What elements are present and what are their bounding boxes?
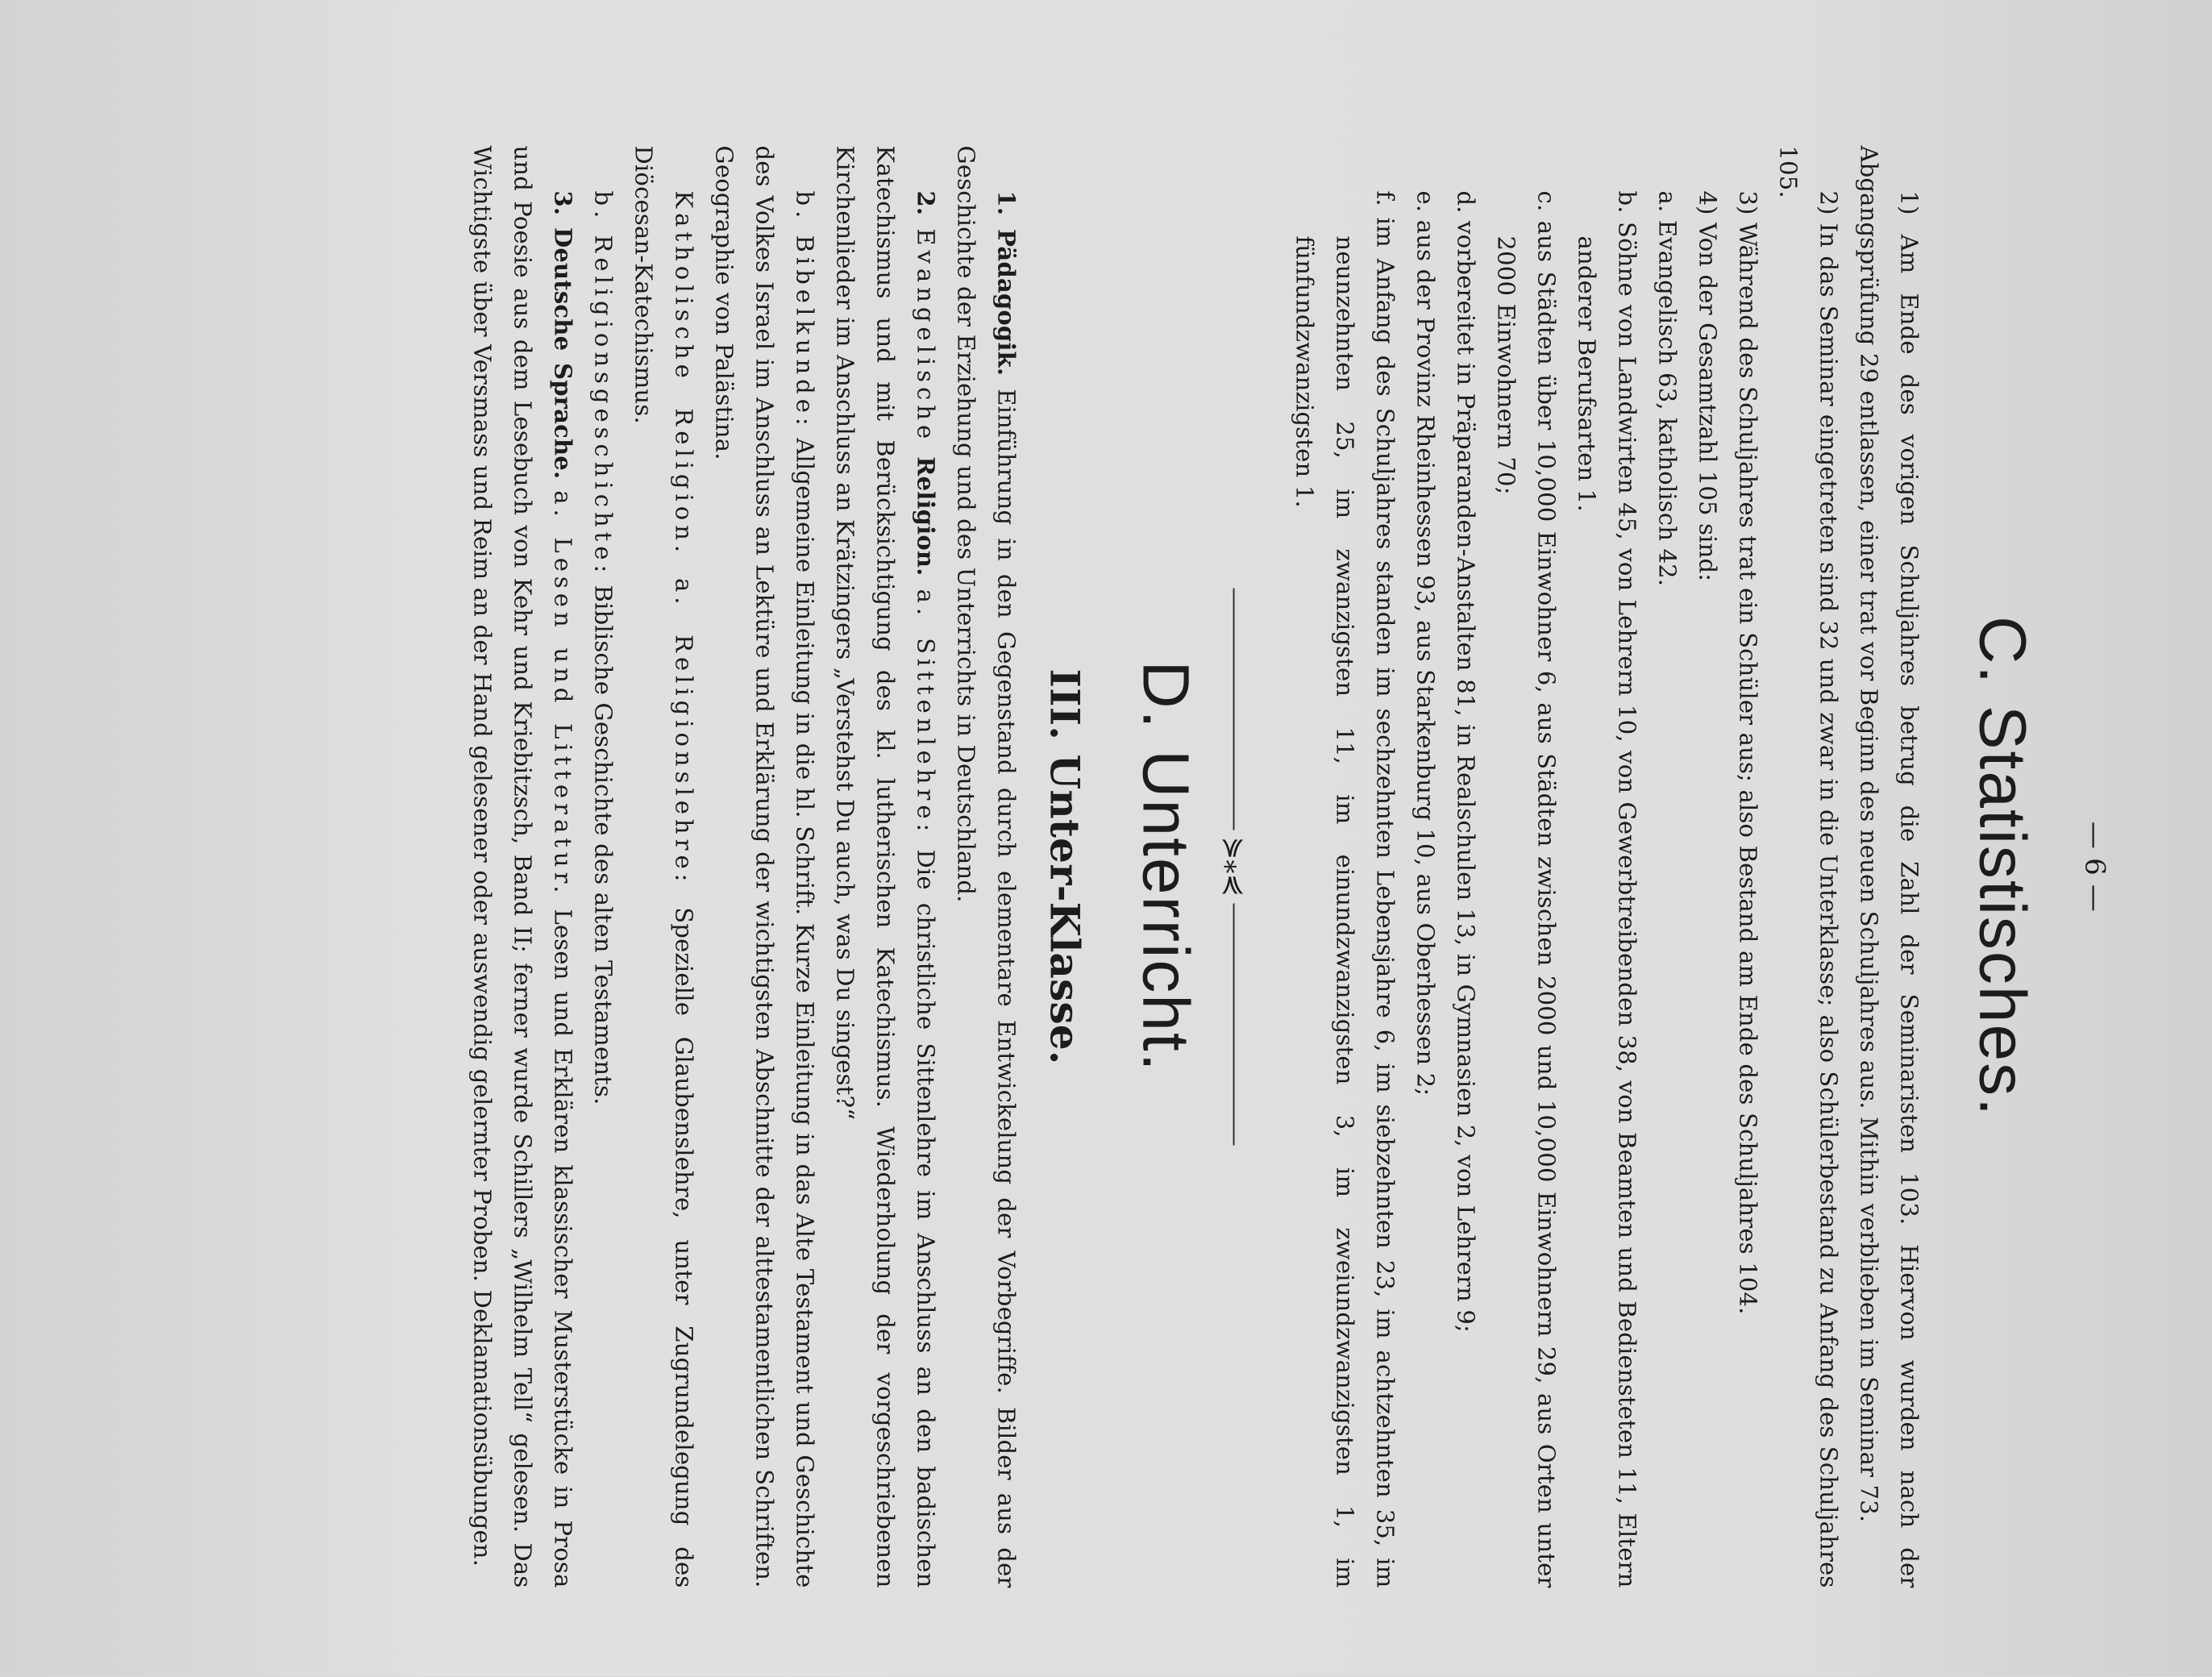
deutsche-sprache-paragraph — [463, 146, 584, 1588]
religionsgeschichte-paragraph — [584, 146, 624, 1588]
document-page — [0, 1, 2212, 1677]
statistics-item-b: b. Söhne von Landwirten 45, von Lehrern 10, von Gewerbtreibenden 38, von Beamten und Bediensteten 11, Eltern anderer Berufsarten 1. — [1573, 190, 1641, 1588]
bibelkunde-text: Allgemeine Einleitung in die hl. Schrift. Kurze Einleitung in das Alte Testament und Geschichte des Volkes Israel im Anschluss an Lektüre und Erklärung der wichtigsten Abschnitte der alttestamentlichen Schriften. Geographie von Palästina. — [710, 145, 819, 1588]
religion-sittenlehre-label: a. Sittenlehre: — [912, 589, 940, 837]
catholic-religion-label: Katholische Religion. — [670, 190, 698, 558]
section-d-heading: D. Unterricht. — [1129, 660, 1203, 1073]
religion-paragraph — [825, 146, 946, 1588]
statistics-item-d: d. vorbereitet in Präparanden-Anstalten 81, in Realschulen 13, in Gymnasien 2, von Lehrern 9; — [1452, 190, 1480, 1334]
religion-evangelical: Evangelische — [912, 228, 940, 444]
deutsche-sprache-label: 3. Deutsche Sprache. — [549, 190, 577, 480]
statistics-paragraph-3: 3) Während des Schuljahres trat ein Schüler aus; also Bestand am Ende des Schuljahres 104. — [1734, 190, 1762, 1315]
deutsche-sprache-text: Lesen und Erklären klassischer Musterstücke in Prosa und Poesie aus dem Lesebuch von Kehr und Kriebitzsch, Band II; ferner wurde Schillers „Wilhelm Tell“ gelesen. Das Wichtigste über Versmass und Reim an der Hand gelesener oder auswendig gelernter Proben. Deklamationsübungen. — [468, 145, 577, 1588]
paedagogik-paragraph — [946, 146, 1027, 1588]
catholic-religionslehre-label: a. Religionslehre: — [670, 577, 698, 887]
religion-label: Religion. — [912, 456, 940, 576]
religionsgeschichte-text: Biblische Geschichte des alten Testaments. — [589, 585, 617, 1105]
statistics-item-a: a. Evangelisch 63, katholisch 42. — [1653, 190, 1682, 587]
section-c-heading: C. Statistisches. — [1965, 616, 2039, 1117]
divider-rule-left — [1233, 589, 1235, 830]
statistics-paragraph-1: 1) Am Ende des vorigen Schuljahres betrug die Zahl der Seminaristen 103. Hiervon wurden nach der Abgangsprüfung 29 entlassen, einer trat vor Beginn des neuen Schuljahres aus. Mithin verblieben im Seminar 73. — [1855, 145, 1923, 1588]
catholic-religion-text: Spezielle Glaubenslehre, unter Zugrundelegung des Diöcesan-Katechismus. — [630, 145, 698, 1588]
page-number: — 6 — — [2078, 821, 2111, 913]
statistics-paragraph-2: 2) In das Seminar eingetreten sind 32 und zwar in die Unterklasse; also Schülerbestand zu Anfang des Schuljahres 105. — [1774, 145, 1843, 1588]
bibelkunde-paragraph — [705, 146, 825, 1588]
ornamental-divider — [1217, 146, 1250, 1588]
class-heading: III. Unter-Klasse. — [1041, 668, 1089, 1065]
paedagogik-label: 1. Pädagogik. — [992, 190, 1021, 377]
catholic-religion-paragraph — [624, 146, 705, 1588]
paedagogik-text: Einführung in den Gegenstand durch elementare Entwickelung der Vorbegriffe. Bilder aus der Geschichte der Erziehung und des Unterrichts in Deutschland. — [952, 145, 1021, 1588]
religionsgeschichte-label: b. Religionsgeschichte: — [589, 190, 617, 578]
religion-number: 2. — [912, 190, 940, 216]
divider-rule-right — [1233, 903, 1235, 1145]
statistics-item-f: f. im Anfang des Schuljahres standen im sechzehnten Lebensjahre 6, im siebzehnten 23, im achtzehnten 35, im neunzehnten 25, im zwanzigsten 11, im einundzwanzigsten 3, im zweiundzwanzigsten 1, im fünfundzwanzigsten 1. — [1291, 190, 1399, 1588]
statistics-item-c: c. aus Städten über 10,000 Einwohner 6, aus Städten zwischen 2000 und 10,000 Einwohnern 29, aus Orten unter 2000 Einwohnern 70; — [1492, 190, 1561, 1588]
lesen-litteratur-label: a. Lesen und Litteratur. — [549, 490, 577, 898]
bibelkunde-label: b. Bibelkunde: — [791, 190, 819, 431]
divider-ornament-icon: ⋟⁎⋞ — [1217, 836, 1250, 897]
statistics-item-e: e. aus der Provinz Rheinhessen 93, aus Starkenburg 10, aus Oberhessen 2; — [1412, 190, 1440, 1096]
religion-text: Die christliche Sittenlehre im Anschluss an den badischen Katechismus und mit Berücksichtigung des kl. lutherischen Katechismus. Wiederholung der vorgeschriebenen Kirchenlieder im Anschluss an Krätzingers „Verstehst Du auch, was Du singest?“ — [831, 145, 940, 1588]
statistics-paragraph-4: 4) Von der Gesamtzahl 105 sind: — [1694, 190, 1722, 582]
